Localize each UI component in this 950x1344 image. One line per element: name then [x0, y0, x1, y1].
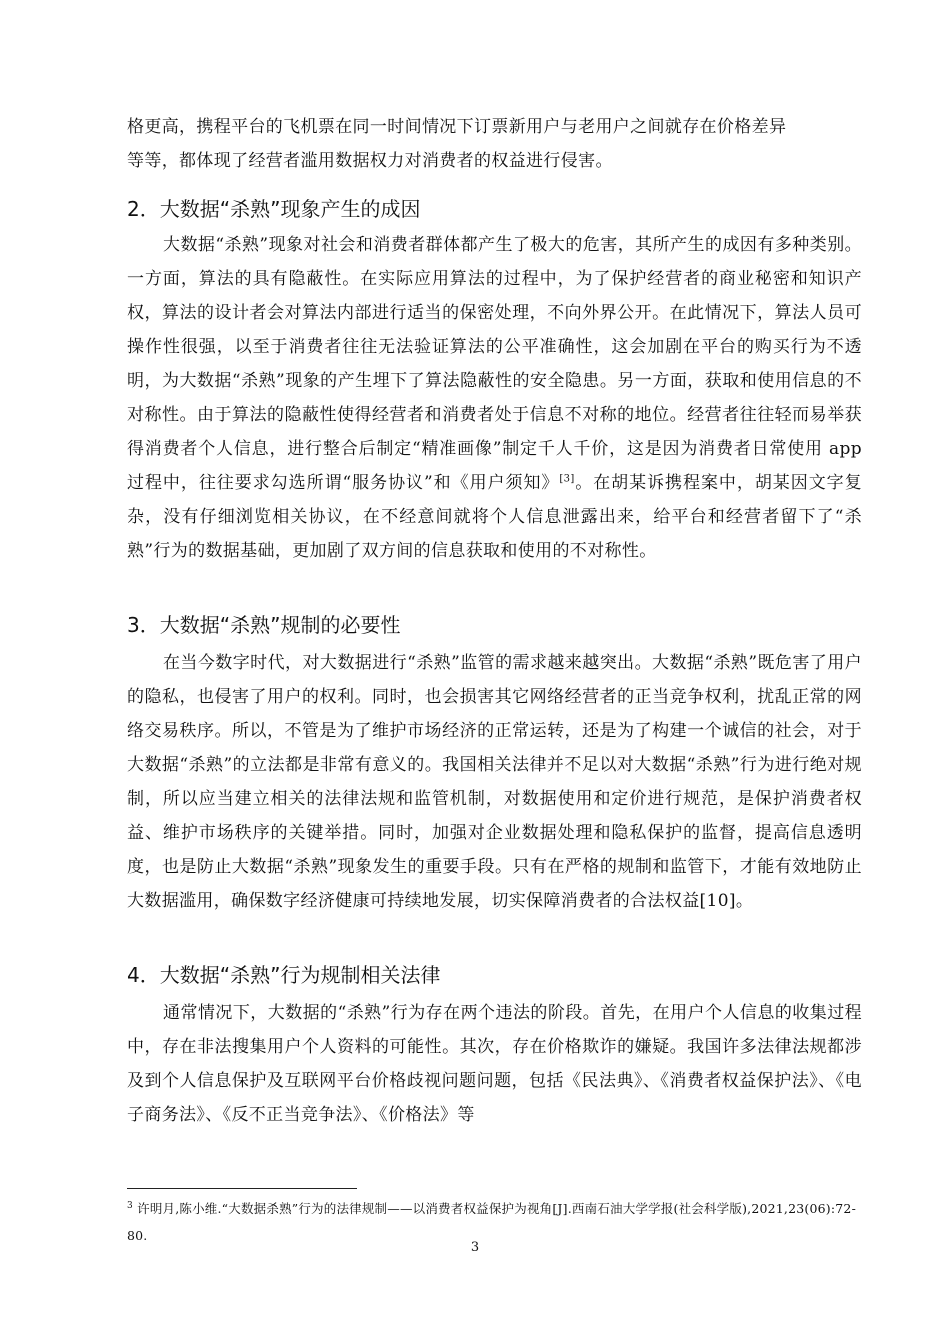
section-heading-4: 4．大数据“杀熟”行为规制相关法律: [127, 963, 441, 987]
paragraph-text: 在当今数字时代，对大数据进行“杀熟”监管的需求越来越突出。大数据“杀熟”既危害了用户的隐私，也侵害了用户的权利。同时，也会损害其它网络经营者的正当竞争权利，扰乱正常的网络交易秩序。所以，不管是为了维护市场经济的正常运转，还是为了构建一个诚信的社会，对于大数据“杀熟”的立法都是非常有意义的。我国相关法律并不足以对大数据“杀熟”行为进行绝对规制，所以应当建立相关的法律法规和监管机制，对数据使用和定价进行规范，是保护消费者权益、维护市场秩序的关键举措。同时，加强对企业数据处理和隐私保护的监督，提高信息透明度，也是防止大数据“杀熟”现象发生的重要手段。只有在严格的规制和监管下，才能有效地防止大数据滥用，确保数字经济健康可持续地发展，切实保障消费者的合法权益[10]。: [127, 653, 862, 911]
footnote-divider: [127, 1188, 357, 1189]
paragraph-text: 大数据“杀熟”现象对社会和消费者群体都产生了极大的危害，其所产生的成因有多种类别。一方面，算法的具有隐蔽性。在实际应用算法的过程中，为了保护经营者的商业秘密和知识产权，算法的设计者会对算法内部进行适当的保密处理，不向外界公开。在此情况下，算法人员可操作性很强，以至于消费者往往无法验证算法的公平准确性，这会加剧在平台的购买行为不透明，为大数据“杀熟”现象的产生埋下了算法隐蔽性的安全隐患。另一方面，获取和使用信息的不对称性。由于算法的隐蔽性使得经营者和消费者处于信息不对称的地位。经营者往往轻而易举获得消费者个人信息，进行整合后制定“精准画像”制定千人千价，这是因为消费者日常使用 app 过程中，往往要求勾选所谓“服务协议”和《用户须知》: [127, 235, 862, 493]
paragraph-text: 。在胡某诉携程案中，胡某因文字复杂，没有仔细浏览相关协议，在不经意间就将个人信息泄露出来，给平台和经营者留下了“杀熟”行为的数据基础，更加剧了双方间的信息获取和使用的不对称性。: [127, 473, 862, 561]
intro-line-1: 格更高，携程平台的飞机票在同一时间情况下订票新用户与老用户之间就存在价格差异: [127, 117, 787, 137]
section-heading-2: 2．大数据“杀熟”现象产生的成因: [127, 197, 421, 221]
section-paragraph-4: [127, 996, 862, 1132]
section-heading-3: 3．大数据“杀熟”规制的必要性: [127, 613, 401, 637]
footnote-mark: 3: [127, 1200, 133, 1211]
footnote-text: 许明月,陈小维.“大数据杀熟”行为的法律规制——以消费者权益保护为视角[J].西南石油大学学报(社会科学版),2021,23(06):72-80.: [127, 1201, 857, 1243]
section-paragraph-2: [127, 228, 862, 568]
citation-ref: [3]: [559, 473, 575, 485]
page-number: 3: [470, 1240, 480, 1255]
intro-line-2: 等等，都体现了经营者滥用数据权力对消费者的权益进行侵害。: [127, 151, 613, 171]
paragraph-text: 通常情况下，大数据的“杀熟”行为存在两个违法的阶段。首先，在用户个人信息的收集过程中，存在非法搜集用户个人资料的可能性。其次，存在价格欺诈的嫌疑。我国许多法律法规都涉及到个人信息保护及互联网平台价格歧视问题问题，包括《民法典》、《消费者权益保护法》、《电子商务法》、《反不正当竞争法》、《价格法》等: [127, 1003, 862, 1125]
section-paragraph-3: [127, 646, 862, 918]
